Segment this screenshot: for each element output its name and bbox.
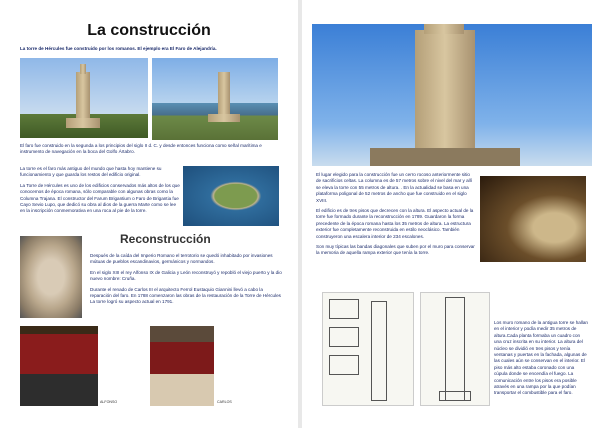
reconstruction-text xyxy=(90,253,282,310)
carlos-portrait xyxy=(150,326,214,406)
right-paragraph-floors: El edificio es de tres pisos que decrecen con la altura. El aspecto actual de la torre fue formado durante la reconstrucción en 1789. Guardaron la forma precedente de la época romana hasta los 35 metros de altura. La estructura exterior fue completamente reconstruida en estilo neoclásico. También construyeron una escalera interior de 234 escalones. xyxy=(316,208,474,239)
inscription-rock-image xyxy=(20,236,82,318)
alfonso-caption: ALFONSO xyxy=(100,400,118,404)
right-paragraph-site: El lugar elegido para la construcción fue un cerro rocoso anteriormente sitio de sacrificios celtas. La columna es de 57 metros sobre el nivel del mar y allí se eleva la torre con 55 metros de altura. . En la actualidad se basa en una plataforma poligonal de 52 metros de ancho que fue construido en el siglo XVIII. xyxy=(316,172,473,203)
alfonso-portrait xyxy=(20,326,98,406)
recon-paragraph-3: Durante el renado de Carlos III el arquitecto Ferrol Eustaquio Giannini llevó a cabo la reparación del faro. En 1788 comenzaron las obras de la restauración de la Torre de Hércules La torre logró su aspecto actual en 1791. xyxy=(90,286,281,305)
right-paragraph-bands: Son muy típicas las bandas diagonales que suben por el muro para conservar la memoria de aquella rampa exterior que tenía la torre. xyxy=(316,244,475,256)
right-page xyxy=(302,0,600,428)
hercules-tower-landscape-image xyxy=(152,58,278,140)
section-title-reconstruction: Reconstrucción xyxy=(120,232,211,246)
coast-aerial-image xyxy=(183,166,279,226)
alexandria-lighthouse-image xyxy=(20,58,148,138)
recon-paragraph-1: Después de la caída del Imperio Romano el terrotorio se quedó inhabitado por invasiones mútuas de pueblos escandinavios, germánicos y normandos. xyxy=(90,253,273,265)
page-title: La construcción xyxy=(87,22,211,39)
left-page xyxy=(0,0,298,428)
paragraph-oldest xyxy=(20,166,182,219)
right-column-text xyxy=(316,172,476,261)
carlos-caption: CARLOS xyxy=(217,400,232,404)
roman-wall-text: Los muro romano de la antigua torre se hallan en el interior y podía medir 35 metros de altura.Cada planta formaba un cuadro con una cruz inscrita en su interior. La altura del núcleo se dividió en tres pisos y tenía ventanas y puertas en la fachada, algunas de las cuales aún se conservan en el interior. El piso más alto estaba coronado con una cúpula donde se encendía el fuego. La comunicación entre los pisos era posible através en una rampa por la que podían transportar el combustible para el faro. xyxy=(494,320,588,396)
tower-plan-drawing xyxy=(322,292,414,406)
hercules-tower-photo xyxy=(312,24,592,166)
intro-text: La torre de Hércules fue construido por los romanos. El ejemplo era El Faro de Alejandría. xyxy=(20,46,217,51)
tower-interior-photo xyxy=(480,176,586,262)
paragraph-oldest-text: La torre es el faro más antiguo del mundo que hasta hoy mantiene su funcionamiento y que guarda los restos del edificio original. xyxy=(20,166,162,178)
paragraph-function: El faro fue construido en la segunda a los principios del siglo II d. C. y desde entonces funciona como señal marítima e instrumento de navegación en la boca del Golfo Ártabro. xyxy=(20,143,262,155)
recon-paragraph-2: En el siglo XIII el rey Alfonso IX de Galicia y León reconstruyó y repobló el viejo puerto y la dio nuevo nombre: Cruña. xyxy=(90,269,282,282)
tower-elevation-drawing xyxy=(420,292,490,406)
paragraph-roman-text: La Torre de Hércules es uno de los edificios conservados más altos de los que conocemos de época romana, sólo comparable con algunas obras como la Columna Trajana. El constructor del Farum Brigantium o Faro de Brigantia fue Cayo Sevio Lupo, que dedicó su obra al dios de la guerra Marte como se lee en la inscripción conmemorativa en una roca al pie de la torre. xyxy=(20,182,180,214)
